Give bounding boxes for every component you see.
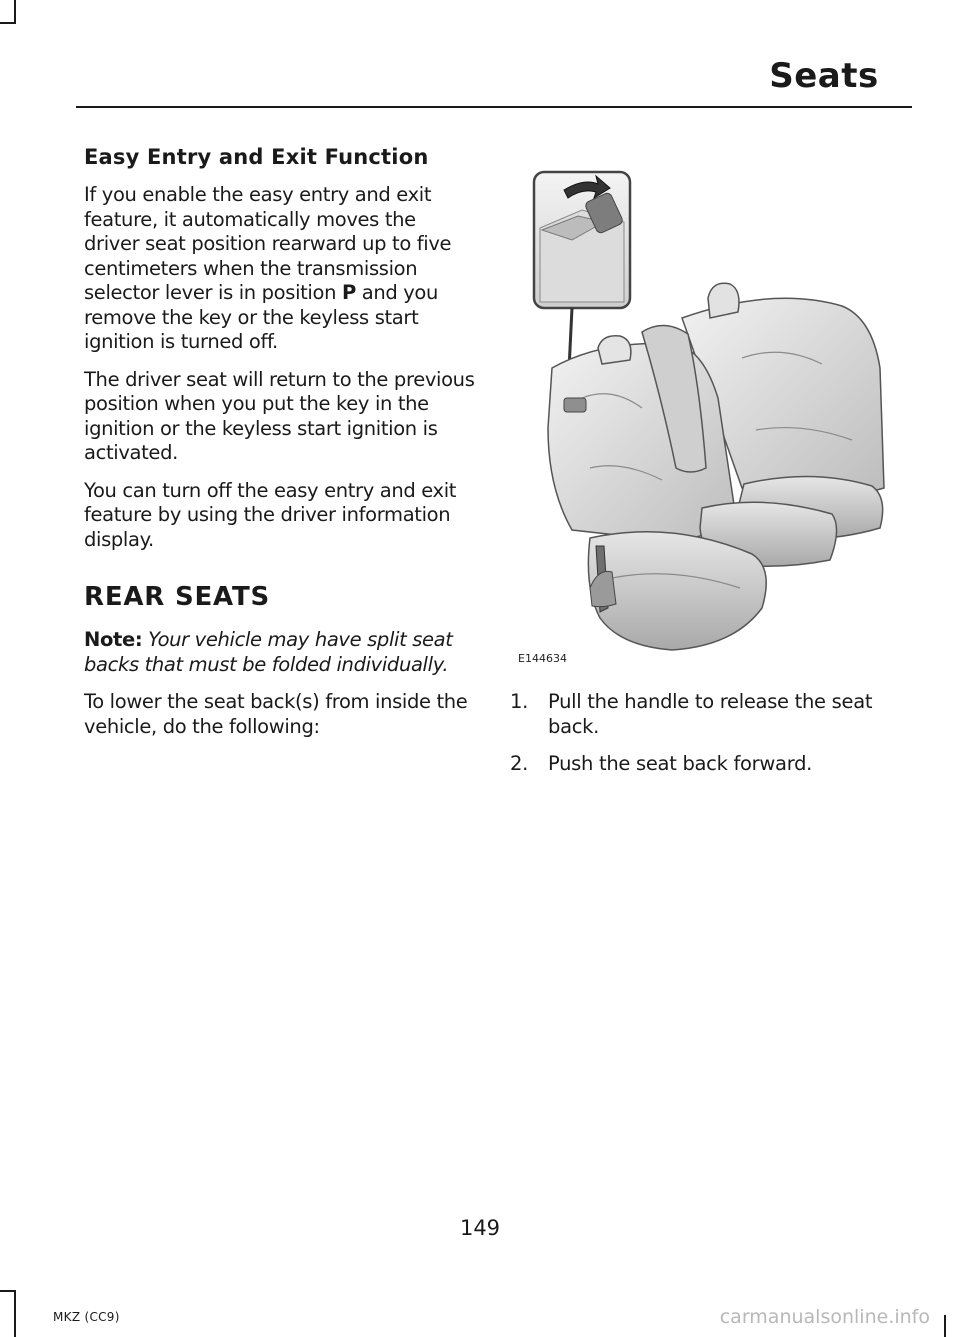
crop-mark (14, 1290, 16, 1337)
list-item (510, 752, 910, 777)
step-number: 1. (510, 690, 529, 713)
position-p-label: P (341, 281, 356, 304)
footer-model: MKZ (CC9) (53, 1310, 120, 1324)
crop-mark (0, 22, 16, 24)
section-heading-easy-entry: Easy Entry and Exit Function (84, 145, 429, 169)
figure-id: E144634 (518, 652, 567, 665)
paragraph-easy-entry-1: If you enable the easy entry and exit feature, it automatically moves the driver seat position rearward up to five centimeters when the transmission selector lever is in position P and you remove the key or the keyless start ignition is turned off. (84, 183, 452, 353)
list-item (510, 690, 910, 739)
watermark[interactable]: carmanualsonline.info (719, 1306, 930, 1328)
crop-mark (14, 0, 16, 24)
note-label: Note: (84, 628, 143, 651)
step-number: 2. (510, 752, 529, 775)
page-number: 149 (459, 1216, 501, 1240)
steps-list (510, 690, 910, 777)
step-text: Pull the handle to release the seat back. (548, 690, 873, 738)
paragraph-rear-seats-intro: To lower the seat back(s) from inside the vehicle, do the following: (84, 690, 468, 738)
rear-seat-illustration (512, 168, 912, 678)
header-divider (76, 106, 912, 108)
rear-seat-assembly (548, 283, 884, 650)
section-heading-rear-seats: REAR SEATS (84, 582, 271, 612)
crop-mark (0, 1290, 16, 1292)
step-text: Push the seat back forward. (548, 752, 813, 775)
handle-inset (534, 172, 630, 308)
crop-mark (944, 1315, 946, 1337)
left-column (84, 145, 476, 752)
paragraph-easy-entry-2: The driver seat will return to the previous position when you put the key in the ignition or the keyless start ignition is activated. (84, 367, 475, 464)
note-text: Your vehicle may have split seat backs that must be folded individually. (84, 628, 453, 676)
page-title: Seats (769, 56, 879, 96)
paragraph-easy-entry-3: You can turn off the easy entry and exit feature by using the driver information display. (84, 478, 457, 551)
right-column (510, 690, 910, 790)
note (84, 628, 476, 677)
